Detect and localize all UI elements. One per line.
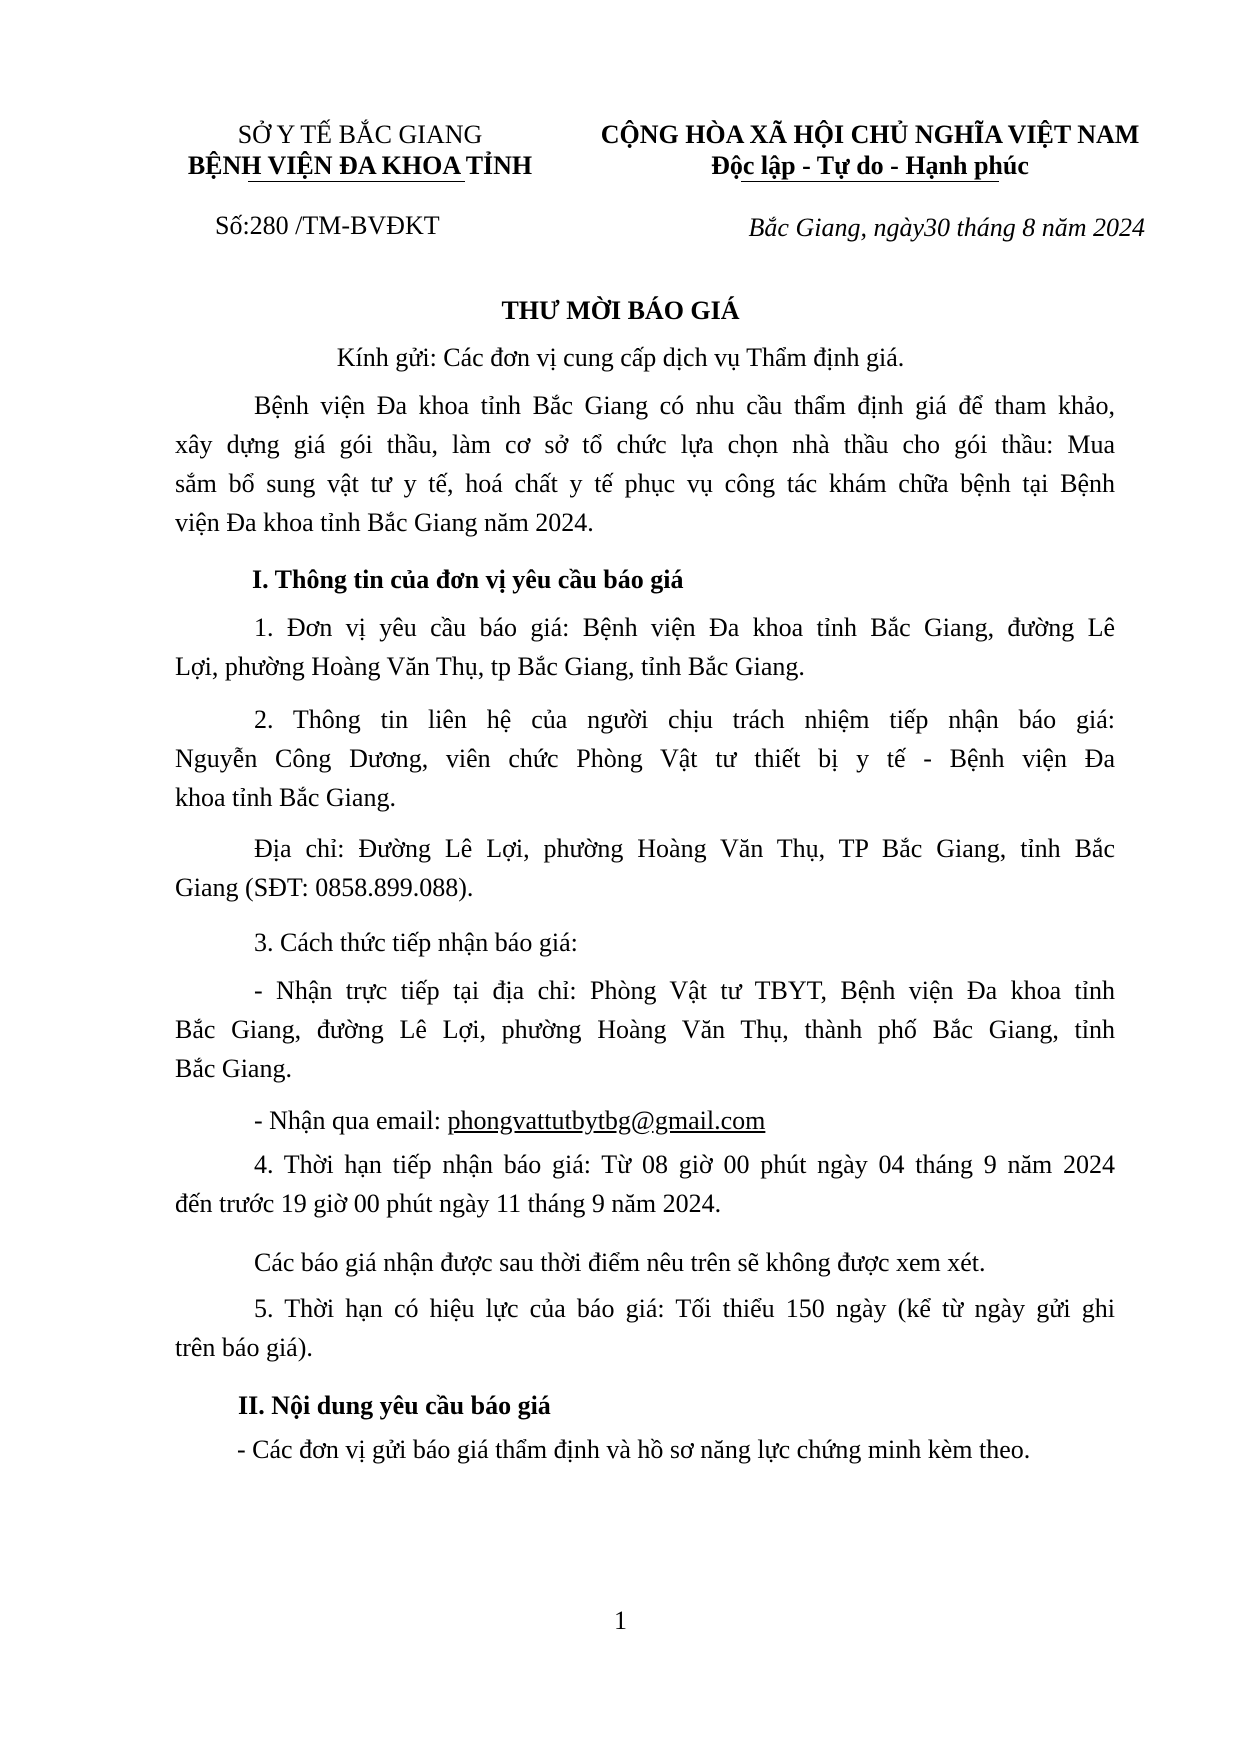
section-1-heading: I. Thông tin của đơn vị yêu cầu báo giá (252, 565, 684, 594)
document-number: Số:280 /TM-BVĐKT (215, 211, 440, 240)
item-3-heading: 3. Cách thức tiếp nhận báo giá: (254, 928, 578, 957)
direct-receipt-line: Bắc Giang, đường Lê Lợi, phường Hoàng Văn Thụ, thành phố Bắc Giang, tỉnh (175, 1015, 1115, 1044)
item-1-paragraph (175, 608, 1115, 686)
intro-paragraph (175, 386, 1115, 542)
email-prefix: - Nhận qua email: (254, 1106, 448, 1135)
motto-underline (741, 181, 999, 182)
address-paragraph (175, 829, 1115, 907)
direct-receipt-line: - Nhận trực tiếp tại địa chỉ: Phòng Vật tư TBYT, Bệnh viện Đa khoa tỉnh (254, 976, 1115, 1005)
address-line: Giang (SĐT: 0858.899.088). (175, 873, 474, 902)
item-5-line: 5. Thời hạn có hiệu lực của báo giá: Tối thiểu 150 ngày (kể từ ngày gửi ghi (254, 1294, 1115, 1323)
intro-line: xây dựng giá gói thầu, làm cơ sở tổ chức lựa chọn nhà thầu cho gói thầu: Mua (175, 430, 1115, 459)
late-note: Các báo giá nhận được sau thời điểm nêu trên sẽ không được xem xét. (254, 1248, 986, 1277)
email-link[interactable]: phongvattutbytbg@gmail.com (447, 1106, 766, 1135)
item-2-line: 2. Thông tin liên hệ của người chịu trách nhiệm tiếp nhận báo giá: (254, 705, 1115, 734)
item-2-line: khoa tỉnh Bắc Giang. (175, 783, 396, 812)
item-1-line: 1. Đơn vị yêu cầu báo giá: Bệnh viện Đa khoa tỉnh Bắc Giang, đường Lê (254, 613, 1115, 642)
document-title: THƯ MỜI BÁO GIÁ (501, 296, 740, 325)
item-5-line: trên báo giá). (175, 1333, 313, 1362)
item-2-paragraph (175, 700, 1115, 817)
national-motto: Độc lập - Tự do - Hạnh phúc (711, 151, 1029, 180)
item-4-paragraph (175, 1145, 1115, 1223)
intro-line: Bệnh viện Đa khoa tỉnh Bắc Giang có nhu cầu thẩm định giá để tham khảo, (254, 391, 1115, 420)
recipient-line: Kính gửi: Các đơn vị cung cấp dịch vụ Thẩm định giá. (336, 343, 905, 372)
item-5-paragraph (175, 1289, 1115, 1367)
item-1-line: Lợi, phường Hoàng Văn Thụ, tp Bắc Giang, tỉnh Bắc Giang. (175, 652, 805, 681)
place-and-date: Bắc Giang, ngày30 tháng 8 năm 2024 (748, 213, 1145, 242)
country-name: CỘNG HÒA XÃ HỘI CHỦ NGHĨA VIỆT NAM (600, 120, 1140, 149)
section-2-item: - Các đơn vị gửi báo giá thẩm định và hồ sơ năng lực chứng minh kèm theo. (237, 1435, 1031, 1464)
section-2-heading: II. Nội dung yêu cầu báo giá (238, 1391, 551, 1420)
item-2-line: Nguyễn Công Dương, viên chức Phòng Vật tư thiết bị y tế - Bệnh viện Đa (175, 744, 1115, 773)
hospital-name: BỆNH VIỆN ĐA KHOA TỈNH (187, 151, 533, 180)
intro-line: viện Đa khoa tỉnh Bắc Giang năm 2024. (175, 508, 594, 537)
direct-receipt-line: Bắc Giang. (175, 1054, 292, 1083)
hospital-underline (248, 181, 465, 182)
item-4-line: đến trước 19 giờ 00 phút ngày 11 tháng 9 năm 2024. (175, 1189, 722, 1218)
direct-receipt-paragraph (175, 971, 1115, 1088)
email-line (254, 1108, 765, 1134)
address-line: Địa chỉ: Đường Lê Lợi, phường Hoàng Văn Thụ, TP Bắc Giang, tỉnh Bắc (254, 834, 1115, 863)
intro-line: sắm bổ sung vật tư y tế, hoá chất y tế phục vụ công tác khám chữa bệnh tại Bệnh (175, 469, 1115, 498)
agency-name: SỞ Y TẾ BẮC GIANG (237, 120, 483, 149)
page-number: 1 (614, 1606, 627, 1635)
item-4-line: 4. Thời hạn tiếp nhận báo giá: Từ 08 giờ 00 phút ngày 04 tháng 9 năm 2024 (254, 1150, 1115, 1179)
